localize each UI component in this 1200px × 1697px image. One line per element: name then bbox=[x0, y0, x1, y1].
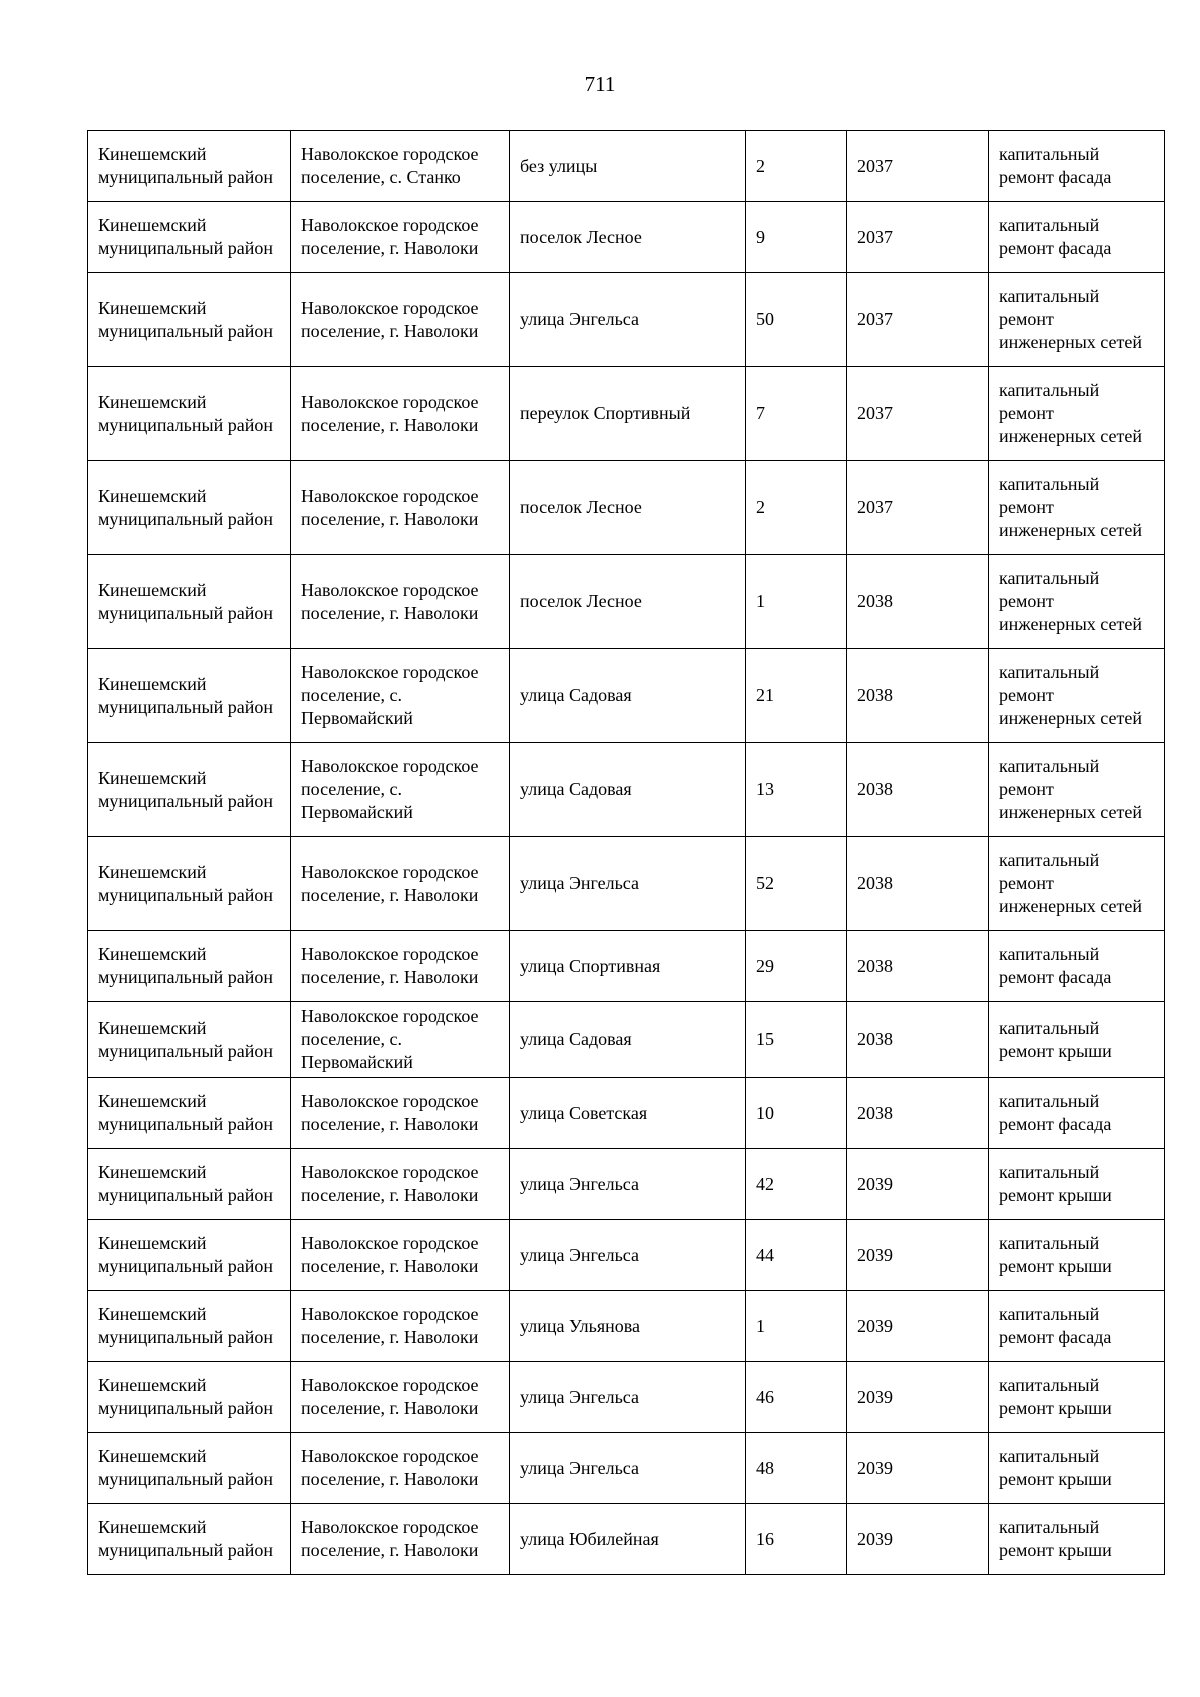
district-cell bbox=[88, 1362, 291, 1433]
table-row bbox=[88, 1220, 1165, 1291]
year-text: 2038 bbox=[857, 955, 893, 976]
district-text: Кинешемский муниципальный район bbox=[98, 767, 274, 811]
street-text: улица Советская bbox=[520, 1102, 648, 1123]
work-type-text: капитальный ремонт фасада bbox=[999, 1304, 1112, 1347]
year-cell bbox=[847, 1149, 989, 1220]
work-type-cell bbox=[989, 1002, 1165, 1078]
year-text: 2039 bbox=[857, 1315, 893, 1336]
house-number-cell bbox=[746, 1433, 847, 1504]
settlement-cell bbox=[291, 1504, 510, 1575]
settlement-text: Наволокское городское поселение, с. Первомайский bbox=[301, 756, 479, 822]
work-type-text: капитальный ремонт крыши bbox=[999, 1233, 1112, 1276]
settlement-cell bbox=[291, 461, 510, 555]
work-type-text: капитальный ремонт инженерных сетей bbox=[999, 662, 1142, 728]
settlement-text: Наволокское городское поселение, г. Наволоки bbox=[301, 579, 479, 623]
year-cell bbox=[847, 1078, 989, 1149]
settlement-text: Наволокское городское поселение, г. Наволоки bbox=[301, 1304, 479, 1347]
work-type-cell bbox=[989, 131, 1165, 202]
settlement-cell bbox=[291, 1291, 510, 1362]
house-number-text: 52 bbox=[756, 873, 774, 893]
settlement-text: Наволокское городское поселение, г. Наволоки bbox=[301, 1446, 479, 1489]
work-type-cell bbox=[989, 1078, 1165, 1149]
year-cell bbox=[847, 1504, 989, 1575]
table-row bbox=[88, 1002, 1165, 1078]
house-number-text: 29 bbox=[756, 955, 774, 976]
street-text: улица Энгельса bbox=[520, 1386, 639, 1407]
district-text: Кинешемский муниципальный район bbox=[98, 1233, 274, 1276]
work-type-cell bbox=[989, 202, 1165, 273]
year-cell bbox=[847, 1220, 989, 1291]
settlement-cell bbox=[291, 367, 510, 461]
district-cell bbox=[88, 1291, 291, 1362]
year-cell bbox=[847, 743, 989, 837]
street-cell bbox=[510, 1149, 746, 1220]
settlement-cell bbox=[291, 1078, 510, 1149]
settlement-text: Наволокское городское поселение, с. Станко bbox=[301, 144, 479, 187]
table-row bbox=[88, 555, 1165, 649]
work-type-cell bbox=[989, 555, 1165, 649]
house-number-text: 48 bbox=[756, 1457, 774, 1478]
year-cell bbox=[847, 202, 989, 273]
house-number-text: 10 bbox=[756, 1102, 774, 1123]
settlement-text: Наволокское городское поселение, с. Первомайский bbox=[301, 1006, 479, 1072]
district-text: Кинешемский муниципальный район bbox=[98, 1091, 274, 1134]
house-number-text: 21 bbox=[756, 685, 774, 705]
work-type-text: капитальный ремонт фасада bbox=[999, 1091, 1112, 1134]
table-row bbox=[88, 649, 1165, 743]
street-text: улица Спортивная bbox=[520, 955, 661, 976]
street-cell bbox=[510, 273, 746, 367]
work-type-text: капитальный ремонт инженерных сетей bbox=[999, 568, 1142, 634]
work-type-text: капитальный ремонт крыши bbox=[999, 1162, 1112, 1205]
table-row bbox=[88, 743, 1165, 837]
house-number-text: 2 bbox=[756, 497, 765, 517]
settlement-cell bbox=[291, 837, 510, 931]
settlement-text: Наволокское городское поселение, г. Наволоки bbox=[301, 1517, 479, 1560]
settlement-text: Наволокское городское поселение, г. Наволоки bbox=[301, 1375, 479, 1418]
street-cell bbox=[510, 131, 746, 202]
table-row bbox=[88, 461, 1165, 555]
street-cell bbox=[510, 1362, 746, 1433]
work-type-cell bbox=[989, 461, 1165, 555]
year-text: 2038 bbox=[857, 591, 893, 611]
table-body bbox=[88, 131, 1165, 1575]
house-number-cell bbox=[746, 367, 847, 461]
district-text: Кинешемский муниципальный район bbox=[98, 1375, 274, 1418]
work-type-cell bbox=[989, 1433, 1165, 1504]
street-text: улица Энгельса bbox=[520, 309, 639, 329]
work-type-text: капитальный ремонт инженерных сетей bbox=[999, 286, 1142, 352]
district-cell bbox=[88, 837, 291, 931]
district-cell bbox=[88, 1149, 291, 1220]
district-cell bbox=[88, 202, 291, 273]
work-type-cell bbox=[989, 837, 1165, 931]
street-text: поселок Лесное bbox=[520, 226, 642, 247]
year-text: 2038 bbox=[857, 1102, 893, 1123]
year-text: 2038 bbox=[857, 779, 893, 799]
year-text: 2039 bbox=[857, 1173, 893, 1194]
district-cell bbox=[88, 461, 291, 555]
year-cell bbox=[847, 837, 989, 931]
table-row bbox=[88, 131, 1165, 202]
district-cell bbox=[88, 649, 291, 743]
work-type-text: капитальный ремонт крыши bbox=[999, 1446, 1112, 1489]
street-cell bbox=[510, 1504, 746, 1575]
work-type-cell bbox=[989, 1291, 1165, 1362]
street-text: поселок Лесное bbox=[520, 497, 642, 517]
settlement-cell bbox=[291, 1002, 510, 1078]
street-cell bbox=[510, 367, 746, 461]
work-type-text: капитальный ремонт крыши bbox=[999, 1017, 1112, 1061]
page-number: 711 bbox=[584, 72, 616, 96]
street-text: переулок Спортивный bbox=[520, 403, 691, 423]
house-number-text: 16 bbox=[756, 1528, 774, 1549]
house-number-cell bbox=[746, 1504, 847, 1575]
settlement-text: Наволокское городское поселение, г. Наволоки bbox=[301, 1091, 479, 1134]
work-type-cell bbox=[989, 367, 1165, 461]
work-type-text: капитальный ремонт крыши bbox=[999, 1517, 1112, 1560]
house-number-cell bbox=[746, 1220, 847, 1291]
settlement-text: Наволокское городское поселение, г. Наволоки bbox=[301, 391, 479, 435]
year-text: 2038 bbox=[857, 1029, 893, 1049]
house-number-cell bbox=[746, 1078, 847, 1149]
district-cell bbox=[88, 1078, 291, 1149]
work-type-text: капитальный ремонт фасада bbox=[999, 944, 1112, 987]
street-text: без улицы bbox=[520, 155, 598, 176]
street-cell bbox=[510, 1433, 746, 1504]
house-number-cell bbox=[746, 461, 847, 555]
settlement-cell bbox=[291, 202, 510, 273]
settlement-cell bbox=[291, 931, 510, 1002]
street-cell bbox=[510, 1002, 746, 1078]
year-text: 2037 bbox=[857, 309, 893, 329]
table-row bbox=[88, 837, 1165, 931]
house-number-text: 42 bbox=[756, 1173, 774, 1194]
year-cell bbox=[847, 1362, 989, 1433]
work-type-cell bbox=[989, 1220, 1165, 1291]
year-cell bbox=[847, 131, 989, 202]
work-type-text: капитальный ремонт инженерных сетей bbox=[999, 380, 1142, 446]
house-number-text: 46 bbox=[756, 1386, 774, 1407]
settlement-cell bbox=[291, 131, 510, 202]
year-text: 2037 bbox=[857, 155, 893, 176]
district-text: Кинешемский муниципальный район bbox=[98, 144, 274, 187]
table-row bbox=[88, 1078, 1165, 1149]
table-row bbox=[88, 1504, 1165, 1575]
year-cell bbox=[847, 1002, 989, 1078]
work-type-cell bbox=[989, 931, 1165, 1002]
work-type-text: капитальный ремонт инженерных сетей bbox=[999, 756, 1142, 822]
district-text: Кинешемский муниципальный район bbox=[98, 485, 274, 529]
house-number-text: 50 bbox=[756, 309, 774, 329]
year-text: 2038 bbox=[857, 685, 893, 705]
year-text: 2039 bbox=[857, 1244, 893, 1265]
year-cell bbox=[847, 461, 989, 555]
work-type-text: капитальный ремонт крыши bbox=[999, 1375, 1112, 1418]
year-cell bbox=[847, 367, 989, 461]
district-cell bbox=[88, 131, 291, 202]
house-number-cell bbox=[746, 931, 847, 1002]
house-number-cell bbox=[746, 131, 847, 202]
table-row bbox=[88, 1362, 1165, 1433]
district-text: Кинешемский муниципальный район bbox=[98, 944, 274, 987]
district-text: Кинешемский муниципальный район bbox=[98, 1304, 274, 1347]
work-type-cell bbox=[989, 649, 1165, 743]
house-number-cell bbox=[746, 743, 847, 837]
year-text: 2039 bbox=[857, 1528, 893, 1549]
year-cell bbox=[847, 931, 989, 1002]
year-text: 2037 bbox=[857, 403, 893, 423]
street-text: улица Юбилейная bbox=[520, 1528, 659, 1549]
house-number-text: 9 bbox=[756, 226, 765, 247]
year-cell bbox=[847, 1433, 989, 1504]
district-cell bbox=[88, 1220, 291, 1291]
house-number-text: 1 bbox=[756, 1315, 765, 1336]
district-text: Кинешемский муниципальный район bbox=[98, 1446, 274, 1489]
settlement-text: Наволокское городское поселение, г. Наволоки bbox=[301, 485, 479, 529]
district-cell bbox=[88, 1002, 291, 1078]
house-number-cell bbox=[746, 555, 847, 649]
street-cell bbox=[510, 837, 746, 931]
work-type-text: капитальный ремонт инженерных сетей bbox=[999, 850, 1142, 916]
table-row bbox=[88, 273, 1165, 367]
street-text: улица Энгельса bbox=[520, 1173, 639, 1194]
settlement-cell bbox=[291, 1149, 510, 1220]
table-row bbox=[88, 1433, 1165, 1504]
district-cell bbox=[88, 555, 291, 649]
year-cell bbox=[847, 273, 989, 367]
year-text: 2039 bbox=[857, 1457, 893, 1478]
district-text: Кинешемский муниципальный район bbox=[98, 297, 274, 341]
settlement-cell bbox=[291, 1362, 510, 1433]
settlement-text: Наволокское городское поселение, г. Наволоки bbox=[301, 215, 479, 258]
year-text: 2038 bbox=[857, 873, 893, 893]
work-type-cell bbox=[989, 273, 1165, 367]
work-type-text: капитальный ремонт инженерных сетей bbox=[999, 474, 1142, 540]
district-cell bbox=[88, 931, 291, 1002]
district-cell bbox=[88, 367, 291, 461]
street-cell bbox=[510, 555, 746, 649]
house-number-cell bbox=[746, 649, 847, 743]
street-text: улица Садовая bbox=[520, 685, 632, 705]
settlement-cell bbox=[291, 273, 510, 367]
street-text: улица Садовая bbox=[520, 1029, 632, 1049]
repair-schedule-table bbox=[87, 130, 1165, 1575]
year-text: 2039 bbox=[857, 1386, 893, 1407]
street-cell bbox=[510, 461, 746, 555]
house-number-text: 13 bbox=[756, 779, 774, 799]
table-row bbox=[88, 931, 1165, 1002]
street-cell bbox=[510, 1078, 746, 1149]
house-number-cell bbox=[746, 837, 847, 931]
settlement-cell bbox=[291, 649, 510, 743]
settlement-text: Наволокское городское поселение, г. Наволоки bbox=[301, 861, 479, 905]
house-number-cell bbox=[746, 1002, 847, 1078]
district-cell bbox=[88, 1433, 291, 1504]
work-type-cell bbox=[989, 1149, 1165, 1220]
work-type-cell bbox=[989, 1362, 1165, 1433]
settlement-text: Наволокское городское поселение, г. Наволоки bbox=[301, 1233, 479, 1276]
settlement-text: Наволокское городское поселение, с. Первомайский bbox=[301, 662, 479, 728]
settlement-cell bbox=[291, 555, 510, 649]
table-row bbox=[88, 1149, 1165, 1220]
house-number-cell bbox=[746, 202, 847, 273]
house-number-cell bbox=[746, 1149, 847, 1220]
district-text: Кинешемский муниципальный район bbox=[98, 1517, 274, 1560]
house-number-text: 1 bbox=[756, 591, 765, 611]
street-text: улица Энгельса bbox=[520, 1457, 639, 1478]
district-cell bbox=[88, 273, 291, 367]
house-number-text: 44 bbox=[756, 1244, 774, 1265]
year-cell bbox=[847, 555, 989, 649]
street-cell bbox=[510, 743, 746, 837]
work-type-text: капитальный ремонт фасада bbox=[999, 215, 1112, 258]
house-number-cell bbox=[746, 1291, 847, 1362]
table-row bbox=[88, 367, 1165, 461]
work-type-cell bbox=[989, 743, 1165, 837]
year-cell bbox=[847, 1291, 989, 1362]
street-text: улица Энгельса bbox=[520, 1244, 639, 1265]
street-cell bbox=[510, 1291, 746, 1362]
house-number-cell bbox=[746, 273, 847, 367]
district-text: Кинешемский муниципальный район bbox=[98, 1162, 274, 1205]
district-cell bbox=[88, 1504, 291, 1575]
district-cell bbox=[88, 743, 291, 837]
street-cell bbox=[510, 1220, 746, 1291]
settlement-text: Наволокское городское поселение, г. Наволоки bbox=[301, 944, 479, 987]
district-text: Кинешемский муниципальный район bbox=[98, 215, 274, 258]
settlement-cell bbox=[291, 1433, 510, 1504]
street-text: поселок Лесное bbox=[520, 591, 642, 611]
district-text: Кинешемский муниципальный район bbox=[98, 391, 274, 435]
year-text: 2037 bbox=[857, 497, 893, 517]
settlement-cell bbox=[291, 743, 510, 837]
district-text: Кинешемский муниципальный район bbox=[98, 673, 274, 717]
house-number-text: 2 bbox=[756, 155, 765, 176]
year-cell bbox=[847, 649, 989, 743]
work-type-cell bbox=[989, 1504, 1165, 1575]
table-row bbox=[88, 202, 1165, 273]
street-cell bbox=[510, 931, 746, 1002]
district-text: Кинешемский муниципальный район bbox=[98, 1017, 274, 1061]
table-row bbox=[88, 1291, 1165, 1362]
settlement-cell bbox=[291, 1220, 510, 1291]
street-cell bbox=[510, 202, 746, 273]
settlement-text: Наволокское городское поселение, г. Наволоки bbox=[301, 297, 479, 341]
year-text: 2037 bbox=[857, 226, 893, 247]
house-number-text: 15 bbox=[756, 1029, 774, 1049]
street-text: улица Садовая bbox=[520, 779, 632, 799]
street-text: улица Энгельса bbox=[520, 873, 639, 893]
district-text: Кинешемский муниципальный район bbox=[98, 861, 274, 905]
house-number-text: 7 bbox=[756, 403, 765, 423]
settlement-text: Наволокское городское поселение, г. Наволоки bbox=[301, 1162, 479, 1205]
house-number-cell bbox=[746, 1362, 847, 1433]
street-text: улица Ульянова bbox=[520, 1315, 641, 1336]
work-type-text: капитальный ремонт фасада bbox=[999, 144, 1112, 187]
district-text: Кинешемский муниципальный район bbox=[98, 579, 274, 623]
street-cell bbox=[510, 649, 746, 743]
